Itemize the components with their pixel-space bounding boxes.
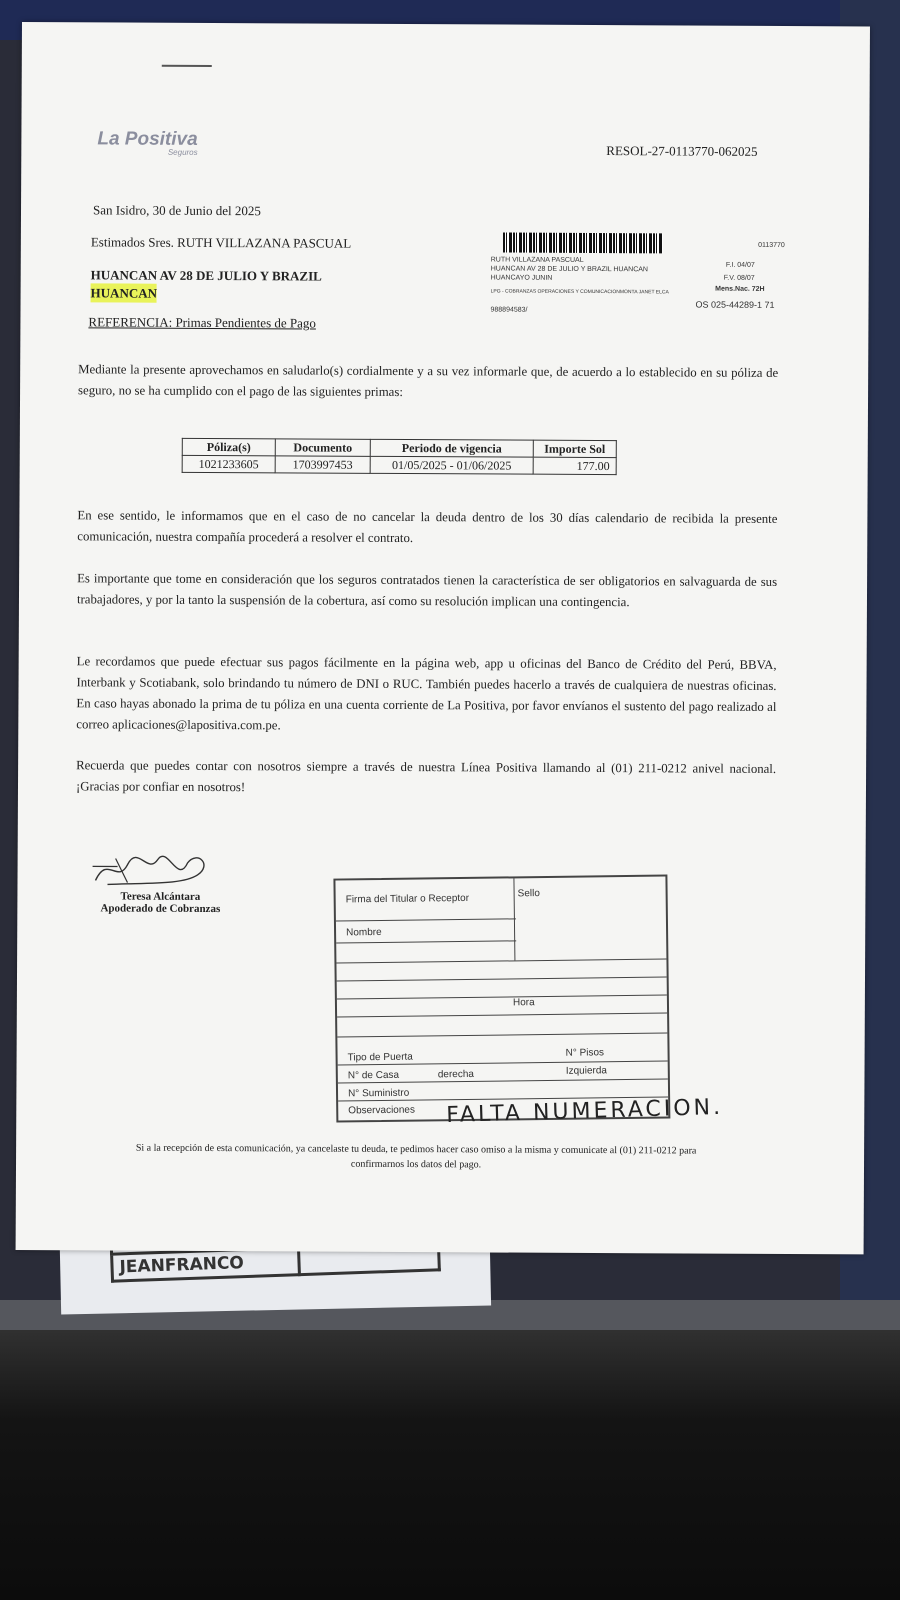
logo-tagline: Seguros xyxy=(167,147,198,157)
table-cell: 177.00 xyxy=(533,457,616,474)
signer-title: Apoderado de Cobranzas xyxy=(100,902,221,916)
table-header: Importe Sol xyxy=(533,440,616,457)
handwritten-note: FALTA NUMERACION. xyxy=(445,1094,724,1129)
address-line-2: HUANCAN xyxy=(90,285,158,301)
footer-note: Si a la recepción de esta comunicación, ya cancelaste tu deuda, te pedimos hacer caso omiso a la misma y comunicate al (01) 211-0212 para confirmarnos los datos del pago. xyxy=(135,1142,697,1171)
background-floor xyxy=(0,1300,900,1600)
stamp-supply-label: N° Suministro xyxy=(347,1087,410,1100)
mail-address-1: HUANCAN AV 28 DE JULIO Y BRAZIL HUANCAN xyxy=(490,265,649,274)
table-cell: 01/05/2025 - 01/06/2025 xyxy=(370,456,533,474)
table-cell: 1703997453 xyxy=(275,456,370,473)
table-cell: 1021233605 xyxy=(182,455,275,472)
table-header: Póliza(s) xyxy=(182,438,275,455)
receipt-stamp xyxy=(333,874,670,1122)
stamp-left-label: Izquierda xyxy=(565,1065,607,1077)
signer xyxy=(85,890,235,915)
mail-os-number: OS 025-44289-1 71 xyxy=(695,299,775,310)
company-logo xyxy=(97,128,197,157)
stamp-house-label: N° de Casa xyxy=(347,1069,400,1082)
paragraph-importance: Es importante que tome en consideración que los seguros contratados tienen la característica de ser obligatorios en salvaguarda de sus trabajadores, y por la tanto la suspensión de la cobertura, así como su resolución implican una contingencia. xyxy=(76,571,778,610)
barcode xyxy=(503,233,663,254)
table-header: Documento xyxy=(275,439,370,456)
paragraph-contact: Recuerda que puedes contar con nosotros siempre a través de nuestra Línea Positiva llamando al (01) 211-0212 anivel nacional. ¡Gracias por confiar en nosotros! xyxy=(75,758,777,795)
stamp-name-label: Nombre xyxy=(346,926,382,939)
signer-name: Teresa Alcántara xyxy=(120,890,201,903)
mail-fi: F.I. 04/07 xyxy=(725,261,755,269)
intro-paragraph: Mediante la presente aprovechamos en saludarlo(s) cordialmente y a su vez informarle que, de acuerdo a lo establecido en su póliza de seguro, no se ha cumplido con el pago de las siguientes primas: xyxy=(78,362,779,399)
stamp-seal-label: Sello xyxy=(517,888,540,900)
mail-code: 0113770 xyxy=(758,241,785,249)
paragraph-payments: Le recordamos que puede efectuar sus pagos fácilmente en la página web, app u oficinas del Banco de Crédito del Perú, BBVA, Interbank y Scotiabank, solo brindando tu número de DNI o RUC. También puedes hacerlo a través de cualquiera de nuestras oficinas. En caso hayas abonado la prima de tu póliza en una cuenta corriente de La Positiva, por favor envíanos el sustento del pago realizado al correo aplicaciones@lapositiva.com.pe. xyxy=(76,654,777,733)
stamp-signature-label: Firma del Titular o Receptor xyxy=(345,892,470,906)
stamp-floors-label: N° Pisos xyxy=(565,1047,605,1059)
greeting: Estimados Sres. RUTH VILLAZANA PASCUAL xyxy=(90,234,352,251)
premiums-table xyxy=(182,438,617,475)
signature xyxy=(87,844,217,895)
stamp-observations-label: Observaciones xyxy=(348,1104,416,1117)
mail-department: LPG - COBRANZAS OPERACIONES Y COMUNICACIONMONTA JANET ELCA xyxy=(490,288,669,296)
mail-delivery: Mens.Nac. 72H xyxy=(715,285,765,293)
mail-fv: F.V. 08/07 xyxy=(723,274,755,282)
under-sheet-name: JEANFRANCO xyxy=(112,1248,300,1282)
letter-page xyxy=(16,22,870,1254)
paragraph-deadline: En ese sentido, le informamos que en el caso de no cancelar la deuda dentro de los 30 días calendario de recibida la presente comunicación, nuestra compañía procederá a resolver el contrato. xyxy=(77,508,778,546)
mail-phone: 988894583/ xyxy=(490,306,528,314)
resolution-code: RESOL-27-0113770-062025 xyxy=(606,143,758,159)
top-dash xyxy=(162,65,212,67)
stamp-door-label: Tipo de Puerta xyxy=(347,1051,413,1064)
stamp-hour-label: Hora xyxy=(512,997,535,1009)
stamp-right-label: derecha xyxy=(437,1068,475,1081)
mail-label xyxy=(482,224,794,318)
address-line-1: HUANCAN AV 28 DE JULIO Y BRAZIL xyxy=(90,267,322,284)
table-header: Periodo de vigencia xyxy=(370,439,533,457)
mail-address-2: HUANCAYO JUNIN xyxy=(490,274,553,282)
reference: REFERENCIA: Primas Pendientes de Pago xyxy=(88,314,316,331)
place-date: San Isidro, 30 de Junio del 2025 xyxy=(92,202,261,219)
logo-name: La Positiva xyxy=(97,128,198,150)
mail-name: RUTH VILLAZANA PASCUAL xyxy=(490,256,584,264)
